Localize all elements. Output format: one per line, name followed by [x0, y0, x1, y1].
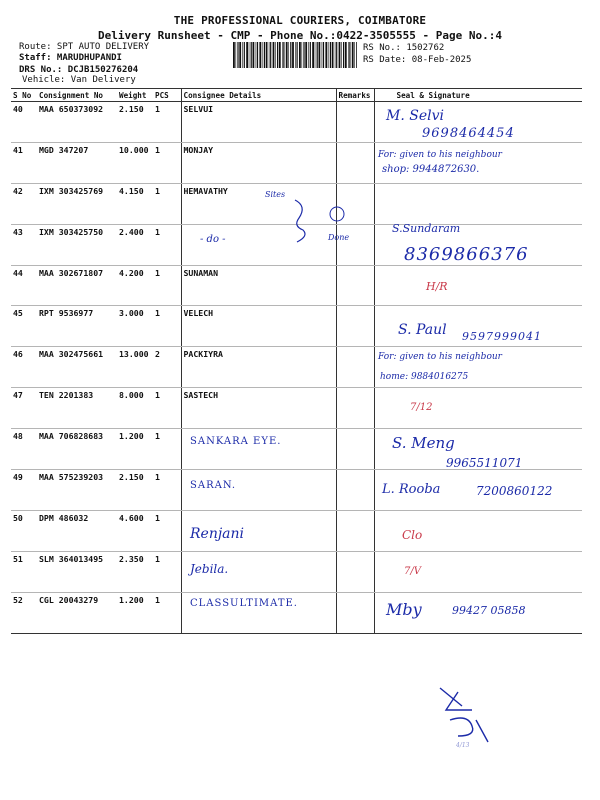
table-row	[11, 142, 582, 183]
phone-row-48: 9965511071	[446, 456, 523, 470]
cell-remarks	[336, 551, 374, 592]
cell-remarks	[336, 470, 374, 511]
cell-weight: 2.150	[117, 470, 153, 511]
cell-signature	[374, 183, 582, 224]
table-row	[11, 470, 582, 511]
cell-signature	[374, 551, 582, 592]
cell-signature	[374, 388, 582, 429]
cell-consignment: MAA 302671807	[37, 265, 117, 306]
ditto-row-43: - do -	[200, 234, 226, 245]
consignee-row-50: Renjani	[190, 526, 245, 542]
cell-consignment: CGL 20043279	[37, 592, 117, 633]
cell-weight: 10.000	[117, 142, 153, 183]
runsheet-table	[11, 88, 582, 634]
signature-row-49: L. Rooba	[382, 482, 441, 497]
cell-consignment: MAA 575239203	[37, 470, 117, 511]
cell-sno: 52	[11, 592, 37, 633]
table-row	[11, 102, 582, 143]
note-row-46-line1: For: given to his neighbour	[378, 352, 502, 362]
cell-consignee: PACKIYRA	[181, 347, 336, 388]
note-row-46-line2: home: 9884016275	[380, 372, 469, 382]
signature-row-48: S. Meng	[392, 434, 455, 452]
table-row	[11, 265, 582, 306]
cell-sno: 50	[11, 510, 37, 551]
cell-remarks	[336, 265, 374, 306]
cell-sno: 48	[11, 429, 37, 470]
cell-consignee	[181, 551, 336, 592]
cell-consignee	[181, 510, 336, 551]
cell-signature	[374, 510, 582, 551]
cell-sno: 42	[11, 183, 37, 224]
mark-row-50: Clo	[402, 528, 423, 542]
cell-remarks	[336, 347, 374, 388]
cell-signature	[374, 102, 582, 143]
table-row	[11, 224, 582, 265]
cell-pcs: 1	[153, 510, 181, 551]
cell-consignee: HEMAVATHY	[181, 183, 336, 224]
cell-signature	[374, 470, 582, 511]
cell-pcs: 1	[153, 265, 181, 306]
cell-signature	[374, 347, 582, 388]
cell-signature	[374, 142, 582, 183]
table-row	[11, 388, 582, 429]
cell-consignee: SELVUI	[181, 102, 336, 143]
cell-weight: 2.150	[117, 102, 153, 143]
col-header-weight: Weight	[117, 89, 153, 102]
table-row	[11, 510, 582, 551]
cell-signature	[374, 224, 582, 265]
cell-remarks	[336, 102, 374, 143]
phone-row-45: 9597999041	[462, 330, 542, 343]
consignee-row-52: CLASSULTIMATE.	[190, 598, 298, 609]
runsheet-subtitle: Delivery Runsheet - CMP - Phone No.:0422-3505555 - Page No.:4	[98, 29, 502, 42]
table-row	[11, 551, 582, 592]
mark-row-51: 7/V	[404, 566, 421, 577]
cell-pcs: 1	[153, 224, 181, 265]
page-mark-icon	[428, 680, 498, 750]
cell-consignee	[181, 470, 336, 511]
table-row	[11, 592, 582, 633]
cell-weight: 3.000	[117, 306, 153, 347]
mark-row-44: H/R	[426, 280, 448, 293]
cell-pcs: 1	[153, 102, 181, 143]
phone-row-43: 8369866376	[404, 244, 529, 265]
cell-pcs: 2	[153, 347, 181, 388]
cell-consignee: SASTECH	[181, 388, 336, 429]
note-row-42-done: Done	[328, 233, 350, 242]
rs-date: RS Date: 08-Feb-2025	[363, 55, 472, 65]
cell-remarks	[336, 183, 374, 224]
cell-signature	[374, 265, 582, 306]
col-header-consignment: Consignment No	[37, 89, 117, 102]
cell-sno: 43	[11, 224, 37, 265]
cell-weight: 1.200	[117, 592, 153, 633]
cell-remarks	[336, 592, 374, 633]
cell-consignment: TEN 2201383	[37, 388, 117, 429]
cell-weight: 1.200	[117, 429, 153, 470]
cell-consignment: MAA 650373092	[37, 102, 117, 143]
cell-consignment: MGD 347207	[37, 142, 117, 183]
table-row	[11, 429, 582, 470]
cell-remarks	[336, 510, 374, 551]
cell-sno: 51	[11, 551, 37, 592]
cell-weight: 8.000	[117, 388, 153, 429]
barcode-image	[233, 42, 357, 68]
drs-number: DRS No.: DCJB150276204	[19, 65, 139, 75]
cell-remarks	[336, 388, 374, 429]
mark-row-47: 7/12	[410, 402, 433, 413]
cell-consignment: MAA 706828683	[37, 429, 117, 470]
cell-sno: 44	[11, 265, 37, 306]
consignee-row-49: SARAN.	[190, 480, 237, 491]
cell-consignee	[181, 224, 336, 265]
note-row-41-line1: For: given to his neighbour	[378, 150, 502, 160]
cell-consignee	[181, 592, 336, 633]
signature-row-45: S. Paul	[398, 322, 447, 338]
col-header-pcs: PCS	[153, 89, 181, 102]
rs-number: RS No.: 1502762	[363, 43, 445, 53]
cell-signature	[374, 592, 582, 633]
cell-weight: 13.000	[117, 347, 153, 388]
cell-pcs: 1	[153, 183, 181, 224]
table-row	[11, 347, 582, 388]
cell-remarks	[336, 306, 374, 347]
cell-sno: 45	[11, 306, 37, 347]
cell-consignment: MAA 302475661	[37, 347, 117, 388]
col-header-sno: S No	[11, 89, 37, 102]
phone-row-49: 7200860122	[476, 484, 553, 498]
consignee-row-48: SANKARA EYE.	[190, 436, 282, 447]
cell-consignee: VELECH	[181, 306, 336, 347]
cell-weight: 2.400	[117, 224, 153, 265]
cell-consignment: IXM 303425769	[37, 183, 117, 224]
cell-consignment: DPM 486032	[37, 510, 117, 551]
col-header-signature: Seal & Signature	[374, 89, 582, 102]
cell-consignment: IXM 303425750	[37, 224, 117, 265]
cell-sno: 41	[11, 142, 37, 183]
cell-weight: 4.200	[117, 265, 153, 306]
cell-pcs: 1	[153, 551, 181, 592]
signature-row-40: M. Selvi	[386, 108, 444, 124]
route-label: Route: SPT AUTO DELIVERY	[19, 42, 150, 52]
cell-signature	[374, 429, 582, 470]
cell-signature	[374, 306, 582, 347]
cell-remarks	[336, 142, 374, 183]
cell-consignee: MONJAY	[181, 142, 336, 183]
vehicle-label: Vehicle: Van Delivery	[22, 75, 136, 85]
company-title: THE PROFESSIONAL COURIERS, COIMBATORE	[173, 14, 427, 27]
col-header-consignee: Consignee Details	[181, 89, 336, 102]
cell-weight: 2.350	[117, 551, 153, 592]
cell-weight: 4.600	[117, 510, 153, 551]
table-header-row	[11, 89, 582, 102]
cell-pcs: 1	[153, 429, 181, 470]
signature-row-43: S.Sundaram	[392, 222, 461, 235]
phone-row-52: 99427 05858	[452, 604, 526, 617]
cell-consignment: SLM 364013495	[37, 551, 117, 592]
cell-pcs: 1	[153, 592, 181, 633]
table-row	[11, 306, 582, 347]
staff-label: Staff: MARUDHUPANDI	[19, 53, 122, 63]
cell-sno: 46	[11, 347, 37, 388]
cell-sno: 40	[11, 102, 37, 143]
cell-pcs: 1	[153, 388, 181, 429]
cell-consignee: SUNAMAN	[181, 265, 336, 306]
phone-row-40: 9698464454	[422, 126, 515, 141]
page-mark-text: 4/13	[456, 742, 470, 749]
note-row-42: Sites	[265, 190, 286, 199]
cell-remarks	[336, 224, 374, 265]
cell-sno: 47	[11, 388, 37, 429]
signature-row-52: Mby	[386, 600, 422, 619]
cell-consignee	[181, 429, 336, 470]
cell-pcs: 1	[153, 142, 181, 183]
note-row-41-line2: shop: 9944872630.	[382, 164, 480, 175]
consignee-row-51: Jebila.	[190, 562, 229, 576]
cell-weight: 4.150	[117, 183, 153, 224]
table-row	[11, 183, 582, 224]
cell-pcs: 1	[153, 306, 181, 347]
cell-pcs: 1	[153, 470, 181, 511]
cell-remarks	[336, 429, 374, 470]
col-header-remarks: Remarks	[336, 89, 374, 102]
cell-consignment: RPT 9536977	[37, 306, 117, 347]
cell-sno: 49	[11, 470, 37, 511]
